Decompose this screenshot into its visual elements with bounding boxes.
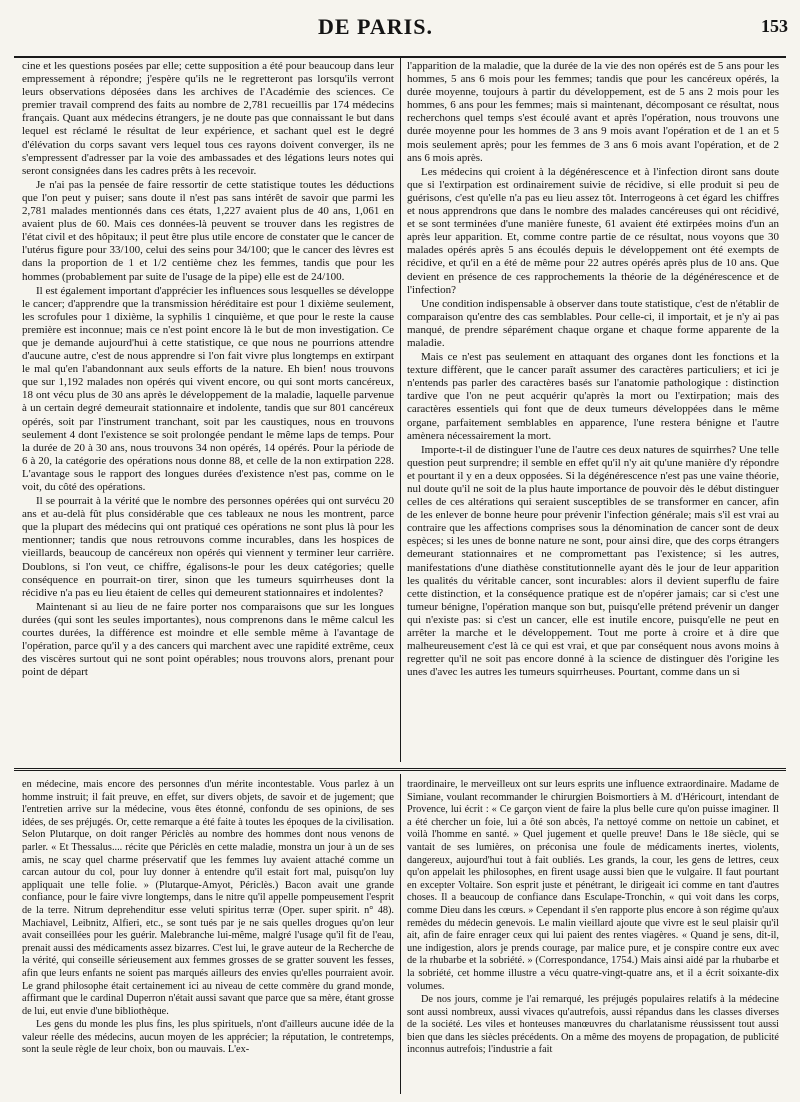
paragraph: Une condition indispensable à observer dans toute statistique, c'est de n'établir de comparaison qu'entre des cas semblables. Pour celle-ci, il importait, et je n'y ai pas manqué, de prendre séparément chaque organe et chaque forme apparente de la maladie.: [407, 297, 779, 349]
section-divider: [14, 768, 786, 771]
paragraph: Importe-t-il de distinguer l'une de l'autre ces deux natures de squirrhes? Une telle question peut surprendre; il semble en effet qu'il n'y ait qu'une manière d'y répondre et pourtant il y en a deux opposées. Si la dégénérescence n'est pas une vaine théorie, nul doute qu'il ne soit de la plus haute importance de pouvoir dès le début distinguer celles de ces altérations qui seraient susceptibles de se transformer en cancer, afin de les enlever de bonne heure pour prévenir l'infection générale; mais s'il est vrai au contraire que les affections comprises sous la dénomination de cancer sont de deux espèces; si les unes de bonne nature ne sont, pour ainsi dire, que des corps étrangers demeurant stationnaires et ne compromettant pas l'existence; si les autres, manifestations d'une diathèse constitutionnelle ayant dès le jour de leur apparition les qualités du véritable cancer, sont incurables: alors il devient superflu de faire cette distinction, et la conséquence pratique est de n'opérer jamais; car si c'est une tumeur bénigne, l'opération manque son but, puisqu'elle prétend prévenir un danger qui n'existe pas: si c'est un cancer, elle est inutile encore, puisqu'elle ne peut en arrêter la marche et le développement. Tout me porte à croire et à dire que malheureusement c'est là ce qui est vrai, et que par conséquent nous avons moins à regretter qu'il ne soit pas encore donné à la science de distinguer dès l'origine les unes d'avec les autres les tumeurs squirrheuses. Pourtant, comme dans un si: [407, 443, 779, 679]
paragraph: en médecine, mais encore des personnes d'un mérite incontestable. Vous parlez à un homme instruit; il fait preuve, en effet, sur divers objets, de savoir et de jugement; que l'entretien arrive sur la médecine, vous êtes étonné, confondu de ses opinions, de ses idées, de ses préjugés. Or, cette remarque a été faite à toutes les époques de la civilisation. Selon Plutarque, on doit ranger Périclès au nombre des hommes dont nous venons de parler. « Et Thessalus.... récite que Périclès en cette maladie, monstra un jour à un de ses amis, ne scay quel charme préservatif que les femmes luy avaient attaché comme un carcan autour du col, pour luy donner à entendre qu'il estait fort mal, puisqu'on luy appliquait une telle folie. » (Plutarque-Amyot, Périclès.) Bacon avait une grande confiance, pour le faire vivre longtemps, dans le nitre qu'il appelle pompeusement l'esprit de la terre. Nitrum deprehenditur esse veluti spiritus terræ (Oper. super spirit. n° 48). Machiavel, Leibnitz, Alfieri, etc., se sont tués par je ne sais quelles drogues qu'on leur avait conseillées pour les guérir. Malebranche lui-même, malgré l'usage qu'il fit de l'eau, prenait aussi des médicaments assez bizarres. C'est lui, le grave auteur de la Recherche de la vérité, qui conseille sérieusement aux femmes grosses de se gratter souvent les fesses, afin que leurs enfants ne soient pas marqués ailleurs des envies qu'elles pourraient avoir. Le grand philosophe était certainement ici au niveau de cette commère du grand monde, affirmant que le cardinal Duperron n'était aussi savant que parce que sa mère, étant grosse de lui, eut envie d'une bibliothèque.: [22, 779, 394, 1017]
column-divider-top: [400, 58, 401, 762]
feuilleton-column-right: [407, 779, 779, 1091]
paragraph: traordinaire, le merveilleux ont sur leurs esprits une influence extraordinaire. Madame de Simiane, voulant recommander le chirurgien Boismortiers à M. d'Héricourt, intendant de Provence, lui écrit : « Ce garçon vient de faire la plus belle cure qu'on puisse imaginer. Il a été chercher un foie, lui a ôté son abcès, l'a nettoyé comme on nettoie un cabinet, et voilà l'homme en santé. » Quel jugement et quelle preuve! Dans le 18e siècle, qui se vantait de ses lumières, on préconisa une foule de médicaments inertes, violents, dangereux, aujourd'hui tout à fait oubliés. Les grands, la cour, les gens de lettres, ceux qu'on appelait les philosophes, en firent usage aussi bien que le vulgaire. Il faut pourtant en excepter Voltaire. Son esprit juste et pénétrant, le dirigeait ici comme en tant d'autres choses. Il a beaucoup de confiance dans Esculape-Tronchin, « qui voit dans les corps, comme Dieu dans les cœurs. » Cependant il s'en rapporte plus encore à son régime qu'aux remèdes du médecin genevois. Le malin vieillard ajoute que vivre est le seul plaisir qu'il ait, afin de faire enrager ceux qui lui paient des rentes viagères. « Quand je sens, dit-il, une indigestion, alors je prends courage, par malice pure, et je conspire contre eux avec de la rhubarbe et la sobriété. » (Correspondance, 1754.) Mais ainsi aidé par la rhubarbe et la sobriété, cet homme illustre a vécu quatre-vingt-quatre ans, et il a écrit soixante-dix volumes.: [407, 779, 779, 992]
paragraph: l'apparition de la maladie, que la durée de la vie des non opérés est de 5 ans pour les hommes, 5 ans 6 mois pour les femmes; tandis que pour les cancéreux opérés, la durée moyenne, toujours à partir du développement, est de 5 ans 2 mois pour les hommes, 6 ans pour les femmes; mais si maintenant, décomposant ce résultat, nous recherchons quel temps s'est écoulé avant et après l'opération, nous trouvons une durée moyenne pour les hommes de 3 ans 9 mois avant l'opération et de 1 an et 5 mois seulement après; pour les femmes de 3 ans 6 mois avant l'opération, et de 2 ans 6 mois après.: [407, 60, 779, 164]
paragraph: Maintenant si au lieu de ne faire porter nos comparaisons que sur les longues durées (qui sont les seules importantes), nous comprenons dans le même calcul les courtes durées, la différence est moindre et elle semble même à l'avantage de l'opération, parce qu'il y a des cancers qui marchent avec une rapidité extrême, ceux des viscères surtout qui ne sont point opérables; nous trouvons alors, prenant pour point de départ: [22, 600, 394, 679]
paragraph: Il se pourrait à la vérité que le nombre des personnes opérées qui ont survécu 20 ans et au-delà fût plus considérable que ces tableaux ne nous les montrent, parce que la plupart des médecins qui ont pratiqué ces opérations ne sont plus là pour les mentionner; tandis que nous retrouvons comme incurables, dans les hospices de vieillards, beaucoup de cancéreux non opérés qui viennent y terminer leur carrière. Doublons, si l'on veut, ce chiffre, égalisons-le pour les deux catégories; quelle conséquence en pourrait-on tirer, sinon que les tumeurs squirrheuses dont la récidive n'a pas eu lieu étaient de celles qui demeurent stationnaires et indolentes?: [22, 495, 394, 599]
paragraph: Les gens du monde les plus fins, les plus spirituels, n'ont d'ailleurs aucune idée de la valeur réelle des médecins, aucun moyen de les apprécier; la réputation, le contretemps, sont la seule règle de leur choix, bon ou mauvais. L'ex-: [22, 1019, 394, 1056]
paragraph: Il est également important d'apprécier les influences sous lesquelles se développe le cancer; d'apprendre que la transmission héréditaire est pour 1 dixième seulement, les scrofules pour 1 dixième, la syphilis 1 cinquième, et que pour le reste la cause première est inconnue; mais ce n'est point encore là le but de mon investigation. Ce que je demande aujourd'hui à cette statistique, ce que nous ne pourrions attendre d'aucune autre, c'est de nous apprendre si l'on fait vivre plus longtemps en extirpant le mal qu'en l'abandonnant aux seuls efforts de la nature. Eh bien! nous trouvons que sur 1,192 malades non opérés qui vivent encore, ou qui sont morts cancéreux, 18 ont vécu plus de 30 ans après le développement de la maladie, laquelle parvenue à un certain degré demeurait stationnaire et indolente, tandis que sur 801 cancéreux opérés, soit par l'instrument tranchant, soit par les caustiques, nous en trouvons seulement 4 dont l'existence se soit prolongée pendant le même laps de temps. Pour la durée de 20 à 30 ans, nous trouvons 34 non opérés, 14 opérés. Pour la période de 6 à 20, la catégorie des opérations nous donne 88, et celle de la non extirpation 228. L'avantage sous le rapport des longues durées d'existence n'est pas, comme on le voit, du côté des opérations.: [22, 284, 394, 493]
article-column-right: [407, 60, 779, 754]
paragraph: cine et les questions posées par elle; cette supposition a été pour beaucoup dans leur empressement à répondre; j'espère qu'ils ne le regretteront pas lorsqu'ils verront leurs observations déposées dans les archives de l'Académie des sciences. Ce premier travail comprend des faits au nombre de 2,781 recueillis par 174 médecins français. Quant aux médecins étrangers, je ne doute pas que connaissant le but dans lequel est réclamé le résultat de leur expérience, et sachant quel est le degré d'élévation du corps savant vers lequel tous ces rayons doivent converger, ils ne s'empressent d'adresser par la voie des ambassades et des légations leurs notes qui seront consignées dans les cadres prêts à les recevoir.: [22, 60, 394, 177]
paragraph: Les médecins qui croient à la dégénérescence et à l'infection diront sans doute que si l'extirpation est ordinairement suivie de récidive, si elle produit si peu de guérisons, c'est qu'elle n'a pas eu lieu assez tôt. Interrogeons à cet égard les chiffres et nous apprendrons que dans le nombre des malades cancéreuses qui ont récidivé, et se sont terminées d'une manière funeste, 61 avaient été extirpées moins d'un an après leur apparition. Et, comme contre partie de ce résultat, nous voyons que 30 malades opérés après 5 ans écoulés depuis le développement ont été exempts de récidive, et qu'il en a été de même pour 22 autres opérés après plus de 10 ans. Que devient en présence de ces rapprochements la théorie de la dégénérescence et de l'infection?: [407, 165, 779, 296]
page-header-title: DE PARIS.: [318, 14, 433, 39]
paragraph: Je n'ai pas la pensée de faire ressortir de cette statistique toutes les déductions que l'on peut y puiser; sans doute il n'est pas sans intérêt de savoir que parmi les 2,781 malades mentionnés dans ces états, 1,227 avaient plus de 40 ans, 1,061 en avaient plus de 60. Mais ces données-là peuvent se trouver dans les registres de l'état civil et des hôpitaux; il peut être plus utile encore de constater que le cancer de l'utérus figure pour 33/100, celui des seins pour 34/100; que le cancer des lèvres est dans la proportion de 1 et 1/2 centième chez les femmes, tandis que pour les hommes (probablement par suite de l'usage de la pipe) elle est de 24/100.: [22, 178, 394, 283]
article-column-left: [22, 60, 394, 754]
paragraph: Mais ce n'est pas seulement en attaquant des organes dont les fonctions et la texture diffèrent, que le cancer paraît assumer des caractères particuliers; et ici je n'entends pas parler des caractères basés sur l'anatomie pathologique : distinction tardive que l'on ne peut acquérir qu'après la mort ou l'extirpation; mais des caractères essentiels qui font que de deux tumeurs développées dans le même organe, parfaitement semblables en apparence, l'une restera bénigne et l'autre amènera nécessairement la mort.: [407, 351, 779, 442]
paragraph: De nos jours, comme je l'ai remarqué, les préjugés populaires relatifs à la médecine sont aussi nombreux, aussi vivaces qu'autrefois, aussi répandus dans les classes diverses de la société. Les viles et honteuses manœuvres du charlatanisme réussissent tout aussi bien que dans les siècles précédents. On a même des moyens de propagation, de publicité inconnus autrefois; l'industrie a fait: [407, 994, 779, 1056]
page-number: 153: [761, 16, 788, 36]
page-masthead: [0, 0, 800, 40]
column-divider-bottom: [400, 774, 401, 1094]
feuilleton-column-left: [22, 779, 394, 1091]
